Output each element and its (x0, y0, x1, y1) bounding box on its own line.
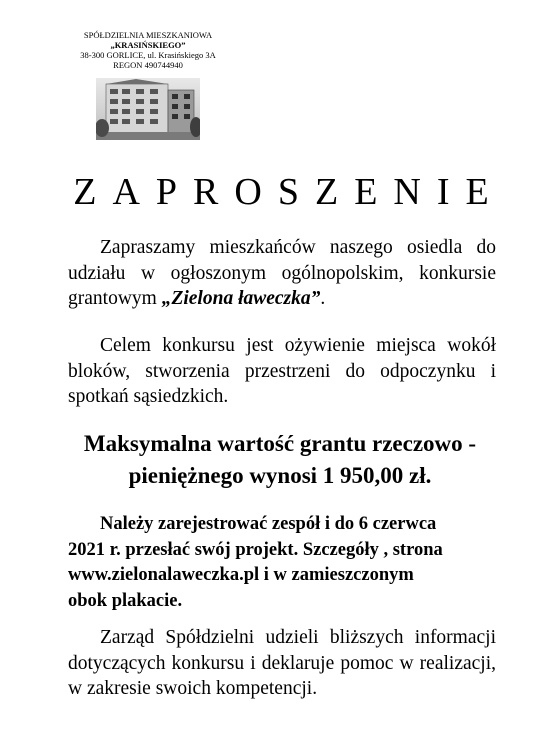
registration-line-1: Należy zarejestrować zespół i do 6 czerwca (100, 514, 437, 534)
paragraph-registration (68, 512, 508, 614)
letterhead (62, 30, 234, 70)
grant-line-1: Maksymalna wartość grantu rzeczowo - (83, 431, 477, 456)
page-title: ZAPROSZENIE (73, 171, 505, 213)
registration-line-4: obok plakacie. (68, 590, 183, 611)
letterhead-line-4: REGON 490744940 (113, 60, 183, 70)
registration-line-2: 2021 r. przesłać swój projekt. Szczegóły , strona (68, 539, 443, 560)
paragraph-invitation (68, 235, 496, 312)
letterhead-line-3: 38-300 GORLICE, ul. Krasińskiego 3A (80, 50, 216, 60)
letterhead-line-2: „KRASIŃSKIEGO” (110, 40, 186, 50)
paragraph-invitation-end: . (320, 288, 326, 309)
grant-heading (40, 428, 520, 492)
building-image (96, 78, 200, 140)
grant-line-2: pieniężnego wynosi 1 950,00 zł. (128, 463, 432, 488)
paragraph-goal-text: Celem konkursu jest ożywienie miejsca wokół bloków, stworzenia przestrzeni do odpoczynku i spotkań sąsiedzkich. (68, 335, 496, 407)
registration-line-3: www.zielonalaweczka.pl i w zamieszczonym (68, 565, 414, 585)
paragraph-board-text: Zarząd Spółdzielni udzieli bliższych informacji dotyczących konkursu i deklaruje pomoc w realizacji, w zakresie swoich kompetencji. (68, 627, 496, 699)
paragraph-invitation-text: Zapraszamy mieszkańców naszego osiedla do udziału w ogłoszonym ogólnopolskim, konkursie grantowym (68, 237, 496, 309)
letterhead-line-1: SPÓŁDZIELNIA MIESZKANIOWA (83, 30, 213, 40)
paragraph-board (68, 625, 496, 702)
competition-name: „Zielona ławeczka” (161, 288, 321, 309)
paragraph-goal (68, 333, 496, 410)
